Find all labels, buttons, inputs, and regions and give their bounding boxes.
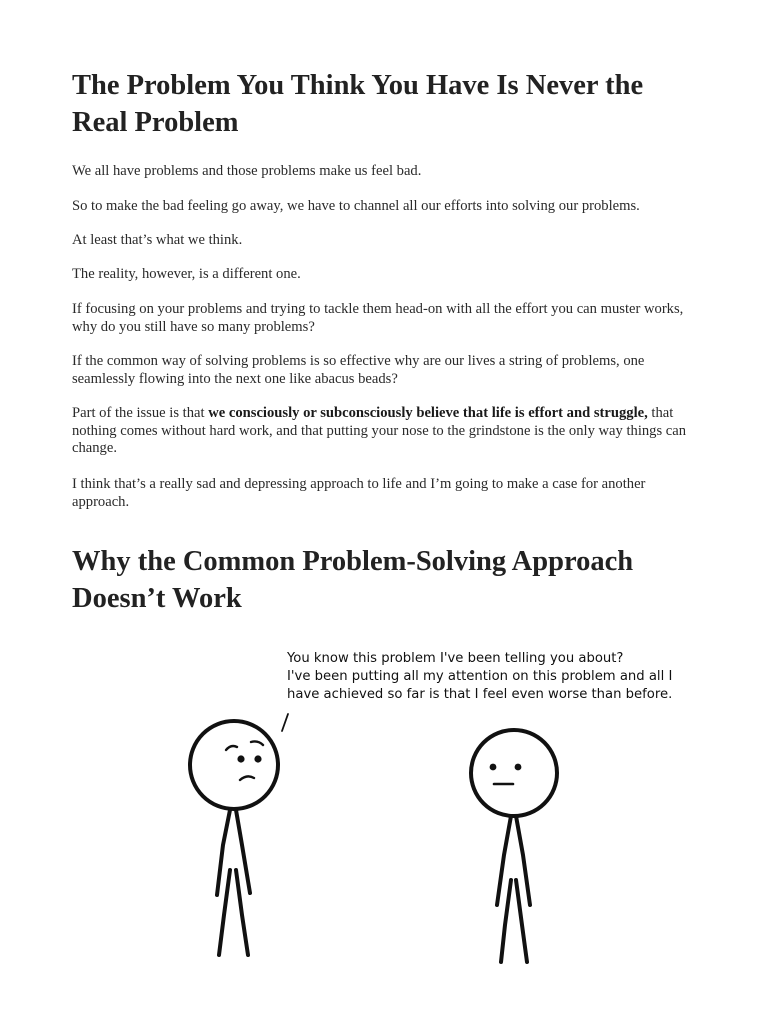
speech-line-3: have achieved so far is that I feel even worse than before. (287, 687, 673, 702)
paragraph-4: The reality, however, is a different one. (72, 266, 301, 282)
left-figure-eye-right (254, 755, 261, 762)
speech-line-2: I've been putting all my attention on this problem and all I (287, 669, 673, 684)
paragraph-7 (72, 405, 702, 458)
paragraph-2: So to make the bad feeling go away, we have to channel all our efforts into solving our problems. (72, 198, 640, 214)
left-figure-head (190, 721, 278, 809)
left-figure-leg-right (236, 870, 248, 955)
left-figure-body-right (236, 810, 250, 893)
paragraph-7-start: Part of the issue is that (72, 405, 209, 421)
section-title: Why the Common Problem-Solving Approach Doesn’t Work (72, 546, 634, 614)
paragraph-7-bold: we consciously or subconsciously believe that life is effort and struggle, (208, 405, 648, 421)
left-figure-eye-left (237, 755, 244, 762)
speech-bubble-text (287, 650, 687, 704)
paragraph-1: We all have problems and those problems make us feel bad. (72, 163, 422, 179)
left-figure-eyebrow-right (251, 741, 263, 745)
speech-line-1: You know this problem I've been telling you about? (287, 651, 624, 666)
right-figure-head (471, 730, 557, 816)
left-figure-eyebrow-left (226, 746, 237, 750)
right-figure-leg-left (501, 880, 511, 962)
left-figure-leg-left (219, 870, 230, 955)
right-figure-leg-right (516, 880, 527, 962)
stick-figure-left (190, 721, 278, 955)
paragraph-5: If focusing on your problems and trying to tackle them head-on with all the effort you can muster works, why do you still have so many problems? (72, 301, 684, 335)
right-figure-eye-left (490, 764, 497, 771)
stick-figure-right (471, 730, 557, 962)
left-figure-body (217, 810, 230, 895)
right-figure-body (497, 816, 511, 905)
left-figure-mouth (240, 776, 254, 780)
right-figure-body-right (516, 816, 530, 905)
paragraph-6: If the common way of solving problems is so effective why are our lives a string of problems, one seamlessly flowing into the next one like abacus beads? (72, 353, 645, 387)
right-figure-eye-right (515, 764, 522, 771)
article-title: The Problem You Think You Have Is Never the Real Problem (72, 70, 644, 138)
speech-pointer (282, 714, 288, 731)
paragraph-8: I think that’s a really sad and depressing approach to life and I’m going to make a case for another approach. (72, 476, 646, 510)
paragraph-7-end: that nothing comes without hard work, and that putting your nose to the grindstone is the only way things can change. (72, 405, 687, 456)
paragraph-3: At least that’s what we think. (72, 232, 243, 248)
